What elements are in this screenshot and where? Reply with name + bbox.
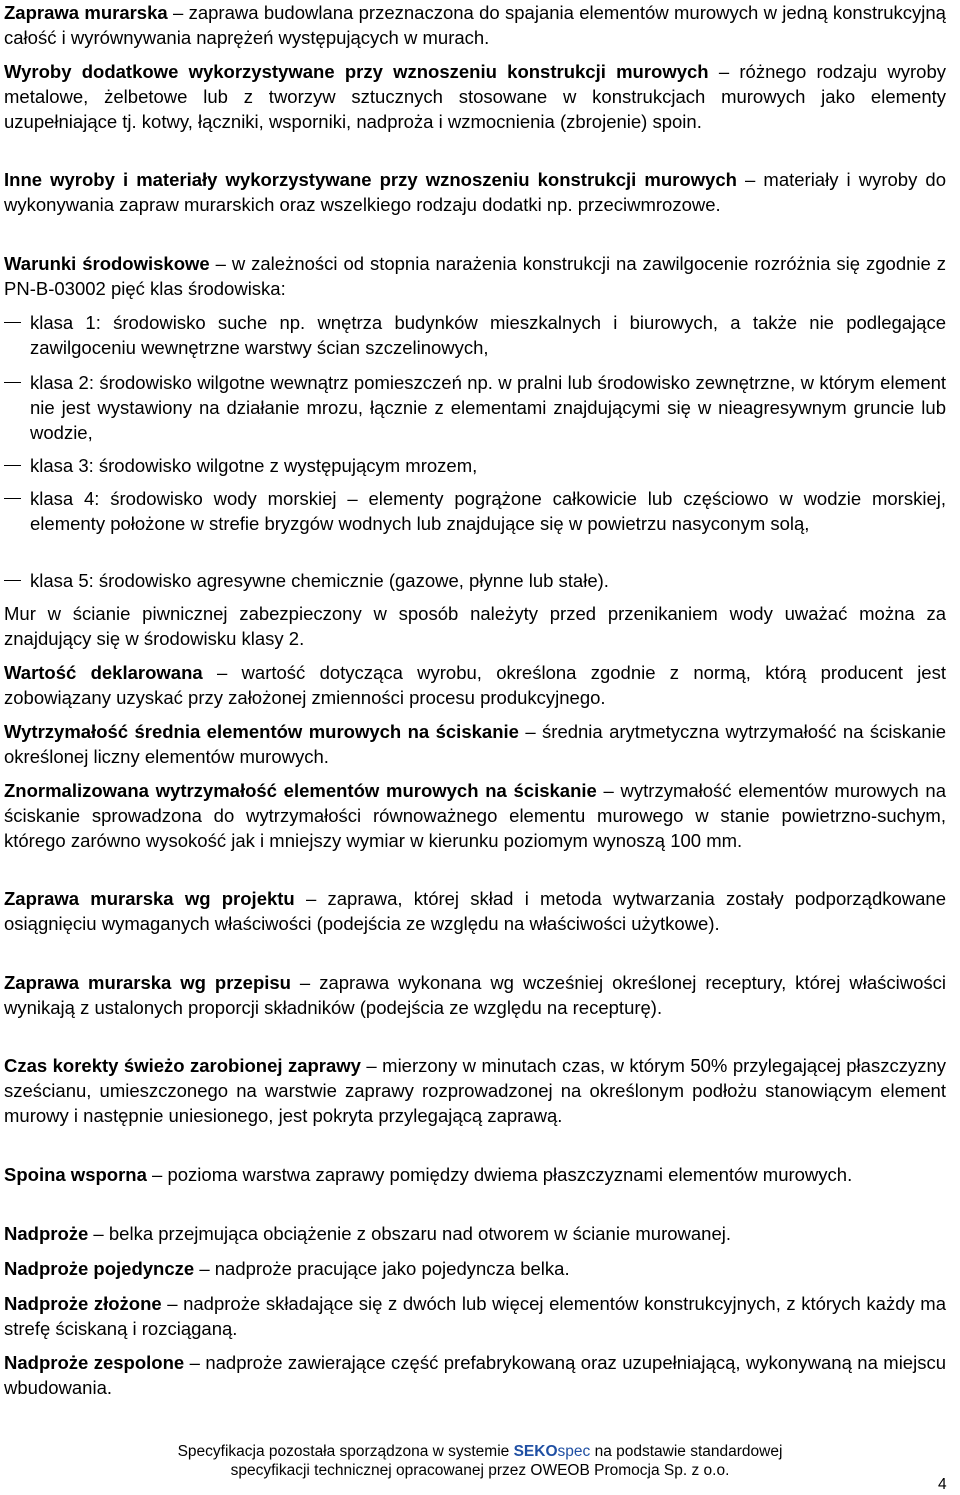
definition-text: wartość dotycząca wyrobu, określona zgodnie z normą, którą producent jest zobowiązany uzyskać przy założonej zmienności procesu produkcyjnego. bbox=[4, 662, 946, 708]
definition-text: materiały i wyroby do wykonywania zapraw murarskich oraz wszelkiego rodzaju dodatki np. przeciwmrozowe. bbox=[4, 169, 946, 215]
list-item bbox=[4, 370, 946, 445]
list-item-text: klasa 5: środowisko agresywne chemicznie (gazowe, płynne lub stałe). bbox=[30, 570, 609, 591]
separator: – bbox=[596, 780, 621, 801]
definition-term: Zaprawa murarska wg projektu bbox=[4, 888, 295, 909]
definition-term: Nadproże pojedyncze bbox=[4, 1258, 195, 1279]
list-item-text: klasa 2: środowisko wilgotne wewnątrz pomieszczeń np. w pralni lub środowisko zewnętrzne, w którym element nie jest wystawiony na działanie mrozu, łącznie z elementami znajdującymi się w nieagresywnym gruncie lub wodzie, bbox=[30, 372, 946, 443]
footer-text: na podstawie standardowej bbox=[590, 1443, 783, 1460]
footer-line-2: specyfikacji technicznej opracowanej przez OWEOB Promocja Sp. z o.o. bbox=[230, 1462, 730, 1479]
definition-term: Czas korekty świeżo zarobionej zaprawy bbox=[4, 1055, 361, 1076]
separator: – bbox=[184, 1352, 206, 1373]
definition-term: Wartość deklarowana bbox=[4, 662, 203, 683]
page-footer bbox=[0, 1442, 960, 1480]
list-item bbox=[4, 486, 946, 536]
definition-term: Nadproże bbox=[4, 1223, 89, 1244]
dash-bullet-icon bbox=[4, 382, 21, 383]
separator: – bbox=[708, 61, 740, 82]
definition-paragraph bbox=[4, 1221, 946, 1246]
definition-text: zaprawa, której skład i metoda wytwarzania zostały podporządkowane osiągnięciu wymaganych właściwości (podejścia ze względu na właściwości użytkowe). bbox=[4, 888, 946, 934]
definition-term: Zaprawa murarska bbox=[4, 2, 168, 23]
definition-text: zaprawa wykonana wg wcześniej określonej receptury, której właściwości wynikają z ustalonych proporcji składników (podejścia ze względu na recepturę). bbox=[4, 972, 946, 1018]
definition-term: Wyroby dodatkowe wykorzystywane przy wznoszeniu konstrukcji murowych bbox=[4, 61, 709, 82]
definition-term: Warunki środowiskowe bbox=[4, 253, 210, 274]
list-item-text: klasa 3: środowisko wilgotne z występującym mrozem, bbox=[30, 455, 478, 476]
dash-bullet-icon bbox=[4, 580, 21, 581]
separator: – bbox=[736, 169, 764, 190]
definition-paragraph bbox=[4, 251, 946, 301]
list-item bbox=[4, 568, 946, 593]
definition-paragraph bbox=[4, 970, 946, 1020]
definition-term: Wytrzymałość średnia elementów murowych na ściskanie bbox=[4, 721, 519, 742]
separator: – bbox=[161, 1293, 184, 1314]
definition-text: pozioma warstwa zaprawy pomiędzy dwiema płaszczyznami elementów murowych. bbox=[167, 1164, 853, 1185]
definition-paragraph bbox=[4, 719, 946, 769]
page-number: 4 bbox=[938, 1476, 947, 1493]
definition-term: Inne wyroby i materiały wykorzystywane przy wznoszeniu konstrukcji murowych bbox=[4, 169, 737, 190]
definition-text: mierzony w minutach czas, w którym 50% przylegającej płaszczyzny sześcianu, umieszczonego na warstwie zaprawy rozprowadzonej na określonym podłożu stanowiącym element murowy i następnie uniesionego, jest pokryta przylegającą zaprawą. bbox=[4, 1055, 946, 1126]
separator: – bbox=[209, 253, 232, 274]
definition-text: nadproże składające się z dwóch lub więcej elementów konstrukcyjnych, z których każdy ma strefę ściskaną i rozciąganą. bbox=[4, 1293, 946, 1339]
list-item-text: klasa 1: środowisko suche np. wnętrza budynków mieszkalnych i biurowych, a także nie podlegające zawilgoceniu wewnętrzne warstwy ścian szczelinowych, bbox=[30, 312, 946, 358]
definition-paragraph bbox=[4, 59, 946, 134]
dash-bullet-icon bbox=[4, 498, 21, 499]
separator: – bbox=[294, 888, 328, 909]
list-item bbox=[4, 453, 946, 478]
definition-paragraph bbox=[4, 1291, 946, 1341]
definition-paragraph bbox=[4, 1256, 946, 1281]
separator: – bbox=[88, 1223, 109, 1244]
definition-paragraph bbox=[4, 778, 946, 853]
definition-text: nadproże pracujące jako pojedyncza belka. bbox=[214, 1258, 570, 1279]
definition-paragraph bbox=[4, 1053, 946, 1128]
definition-paragraph bbox=[4, 0, 946, 50]
definition-text: w zależności od stopnia narażenia konstrukcji na zawilgocenie rozróżnia się zgodnie z PN-B-03002 pięć klas środowiska: bbox=[4, 253, 946, 299]
dash-bullet-icon bbox=[4, 465, 21, 466]
definition-paragraph bbox=[4, 1162, 946, 1187]
definition-text: belka przejmująca obciążenie z obszaru nad otworem w ścianie murowanej. bbox=[108, 1223, 731, 1244]
definition-text: średnia arytmetyczna wytrzymałość na ściskanie określonej liczny elementów murowych. bbox=[4, 721, 946, 767]
separator: – bbox=[146, 1164, 168, 1185]
separator: – bbox=[518, 721, 543, 742]
definition-paragraph bbox=[4, 167, 946, 217]
separator: – bbox=[290, 972, 320, 993]
definition-text: nadproże zawierające część prefabrykowaną oraz uzupełniającą, wykonywaną na miejscu wbudowania. bbox=[4, 1352, 946, 1398]
footer-text: Specyfikacja pozostała sporządzona w systemie bbox=[177, 1443, 514, 1460]
definition-term: Spoina wsporna bbox=[4, 1164, 147, 1185]
sekospec-logo-spec: spec bbox=[557, 1443, 591, 1460]
definition-paragraph bbox=[4, 601, 946, 651]
separator: – bbox=[194, 1258, 215, 1279]
separator: – bbox=[167, 2, 189, 23]
definition-term: Nadproże złożone bbox=[4, 1293, 162, 1314]
definition-term: Nadproże zespolone bbox=[4, 1352, 185, 1373]
definition-text: Mur w ścianie piwnicznej zabezpieczony w sposób należyty przed przenikaniem wody uważać można za znajdujący się w środowisku klasy 2. bbox=[4, 603, 946, 649]
definition-paragraph bbox=[4, 1350, 946, 1400]
separator: – bbox=[360, 1055, 383, 1076]
definition-term: Znormalizowana wytrzymałość elementów murowych na ściskanie bbox=[4, 780, 597, 801]
list-item-text: klasa 4: środowisko wody morskiej – elementy pogrążone całkowicie lub częściowo w wodzie morskiej, elementy położone w strefie bryzgów wodnych lub znajdujące się w powietrzu nasyconym solą, bbox=[30, 488, 946, 534]
list-item bbox=[4, 310, 946, 360]
definition-paragraph bbox=[4, 660, 946, 710]
definition-text: wytrzymałość elementów murowych na ściskanie sprowadzona do wytrzymałości równoważnego elementu murowego w stanie powietrzno-suchym, którego zarówno wysokość jak i mniejszy wymiar w kierunku poziomym wynoszą 100 mm. bbox=[4, 780, 946, 851]
definition-text: zaprawa budowlana przeznaczona do spajania elementów murowych w jedną konstrukcyjną całość i wyrównywania naprężeń występujących w murach. bbox=[4, 2, 946, 48]
sekospec-logo-seko: SEKO bbox=[513, 1443, 558, 1460]
definition-term: Zaprawa murarska wg przepisu bbox=[4, 972, 291, 993]
footer-line-1 bbox=[0, 1442, 960, 1461]
definition-text: różnego rodzaju wyroby metalowe, żelbetowe lub z tworzyw sztucznych stosowane w konstrukcjach murowych jako elementy uzupełniające tj. kotwy, łączniki, wsporniki, nadproża i wzmocnienia (zbrojenie) spoin. bbox=[4, 61, 946, 132]
dash-bullet-icon bbox=[4, 322, 21, 323]
separator: – bbox=[202, 662, 242, 683]
definition-paragraph bbox=[4, 886, 946, 936]
